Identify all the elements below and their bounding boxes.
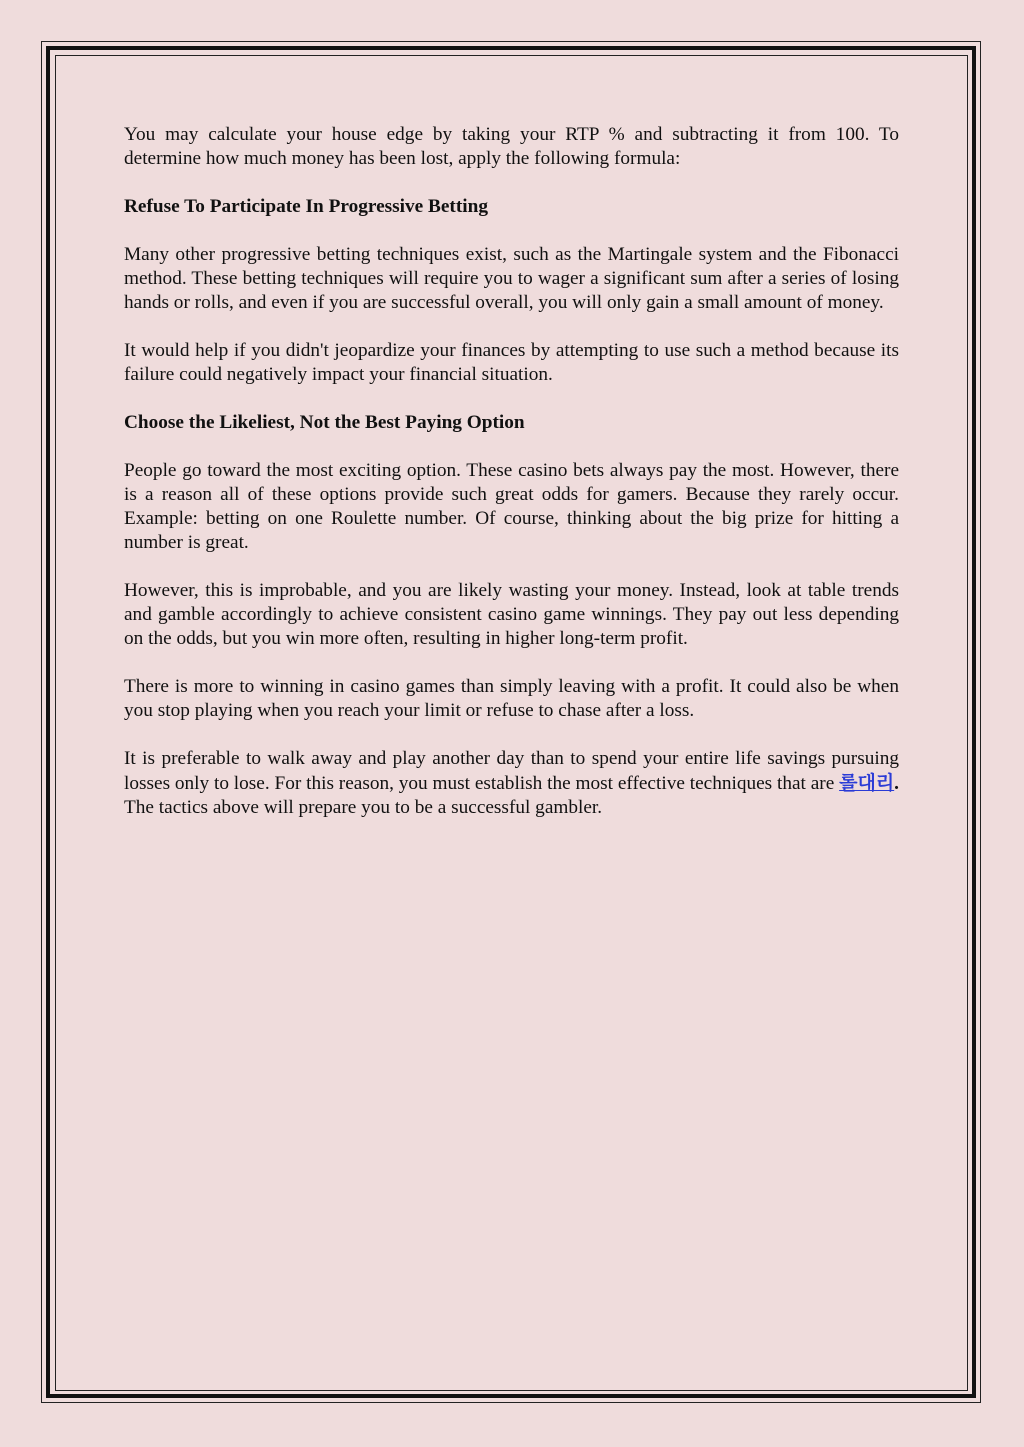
heading-progressive-betting: Refuse To Participate In Progressive Betting (124, 196, 488, 217)
paragraph-table-trends: However, this is improbable, and you are likely wasting your money. Instead, look at table trends and gamble accordingly to achieve consistent casino game winnings. They pay out less depending on the odds, but you win more often, resulting in higher long-term profit. (124, 580, 899, 649)
heading-likeliest-option: Choose the Likeliest, Not the Best Paying Option (124, 412, 525, 433)
document-body (124, 123, 899, 844)
paragraph-house-edge: You may calculate your house edge by taking your RTP % and subtracting it from 100. To determine how much money has been lost, apply the following formula: (124, 124, 899, 169)
walk-away-text: It is preferable to walk away and play another day than to spend your entire life savings pursuing losses only to lose. For this reason, you must establish the most effective techniques that are (124, 748, 899, 794)
link-period: . (894, 773, 899, 794)
paragraph-jeopardize-finances: It would help if you didn't jeopardize your finances by attempting to use such a method because its failure could negatively impact your financial situation. (124, 340, 899, 385)
paragraph-walk-away (124, 747, 899, 820)
closing-text: The tactics above will prepare you to be a successful gambler. (124, 797, 603, 818)
paragraph-exciting-option: People go toward the most exciting option. These casino bets always pay the most. However, there is a reason all of these options provide such great odds for gamers. Because they rarely occur. Example: betting on one Roulette number. Of course, thinking about the big prize for hitting a number is great. (124, 460, 899, 553)
paragraph-winning-more: There is more to winning in casino games than simply leaving with a profit. It could also be when you stop playing when you reach your limit or refuse to chase after a loss. (124, 676, 899, 721)
paragraph-progressive-techniques: Many other progressive betting techniques exist, such as the Martingale system and the Fibonacci method. These betting techniques will require you to wager a significant sum after a series of losing hands or rolls, and even if you are successful overall, you will only gain a small amount of money. (124, 244, 899, 313)
korean-link[interactable]: 롤대리 (839, 772, 895, 794)
